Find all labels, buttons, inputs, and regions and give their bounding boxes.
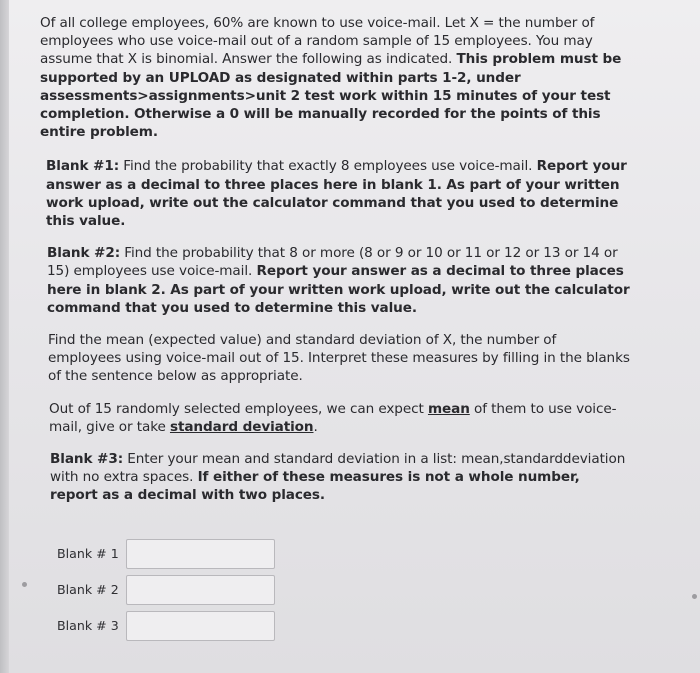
- blank2-question-text: Find the probability that 8 or more (8 or 9 or 10 or 11 or 12 or 13 or 14 or 15) employees use voice-mail.: [47, 245, 618, 280]
- blank-3-input[interactable]: [126, 611, 275, 641]
- sentence-part1: Out of 15 randomly selected employees, we can expect: [49, 400, 428, 417]
- blank-row-1: [57, 539, 287, 571]
- blank1-question: [46, 157, 630, 230]
- blank3-question-instructions: If either of these measures is not a whole number, report as a decimal with two places.: [50, 469, 580, 504]
- blank2-question-label: Blank #2:: [47, 245, 121, 262]
- blank3-question: [50, 450, 630, 505]
- blank1-question-label: Blank #1:: [46, 158, 120, 175]
- left-edge-shadow: [0, 0, 9, 673]
- blank-row-3: [57, 611, 287, 643]
- problem-text: [40, 14, 630, 519]
- intro-text: Of all college employees, 60% are known to use voice-mail. Let X = the number of employees who use voice-mail out of a random sample of 15 employees. You may assume that X is binomial. Answer the following as indicated.: [40, 15, 595, 68]
- interpretation-sentence: [49, 400, 630, 436]
- mean-sd-text: Find the mean (expected value) and standard deviation of X, the number of employees using voice-mail out of 15. Interpret these measures by filling in the blanks of the sentence below as appropriate.: [48, 332, 630, 385]
- sentence-part3: .: [313, 418, 318, 435]
- intro-upload-requirement: This problem must be supported by an UPLOAD as designated within parts 1-2, under assessments>assignments>unit 2 test work within 15 minutes of your test completion. Otherwise a 0 will be manually recorded for the points of this entire problem.: [40, 51, 622, 141]
- mean-sd-question: [48, 331, 630, 386]
- blank-label-3: Blank # 3: [57, 618, 119, 633]
- sentence-mean-blank: mean: [427, 400, 470, 417]
- blank-1-input[interactable]: [126, 539, 275, 569]
- blank3-question-text: Enter your mean and standard deviation in a list: mean,standarddeviation with no extra spaces.: [50, 451, 626, 486]
- sentence-sd-blank: standard deviation: [169, 418, 314, 435]
- problem-intro: [40, 14, 630, 141]
- blank-label-2: Blank # 2: [57, 582, 119, 597]
- blank2-question-instructions: Report your answer as a decimal to three places here in blank 2. As part of your written work upload, write out the calculator command that you used to determine this value.: [47, 263, 630, 316]
- margin-dot-left: [22, 582, 27, 587]
- blank3-question-label: Blank #3:: [50, 451, 124, 468]
- sentence-part2: of them to use voice-mail, give or take: [49, 400, 617, 435]
- blank-label-1: Blank # 1: [57, 546, 119, 561]
- blank1-question-text: Find the probability that exactly 8 employees use voice-mail.: [119, 158, 537, 175]
- margin-dot-right: [692, 594, 697, 599]
- blank-row-2: [57, 575, 287, 607]
- blank-2-input[interactable]: [126, 575, 275, 605]
- blank2-question: [47, 244, 630, 317]
- blank1-question-instructions: Report your answer as a decimal to three places here in blank 1. As part of your written work upload, write out the calculator command that you used to determine this value.: [46, 158, 627, 230]
